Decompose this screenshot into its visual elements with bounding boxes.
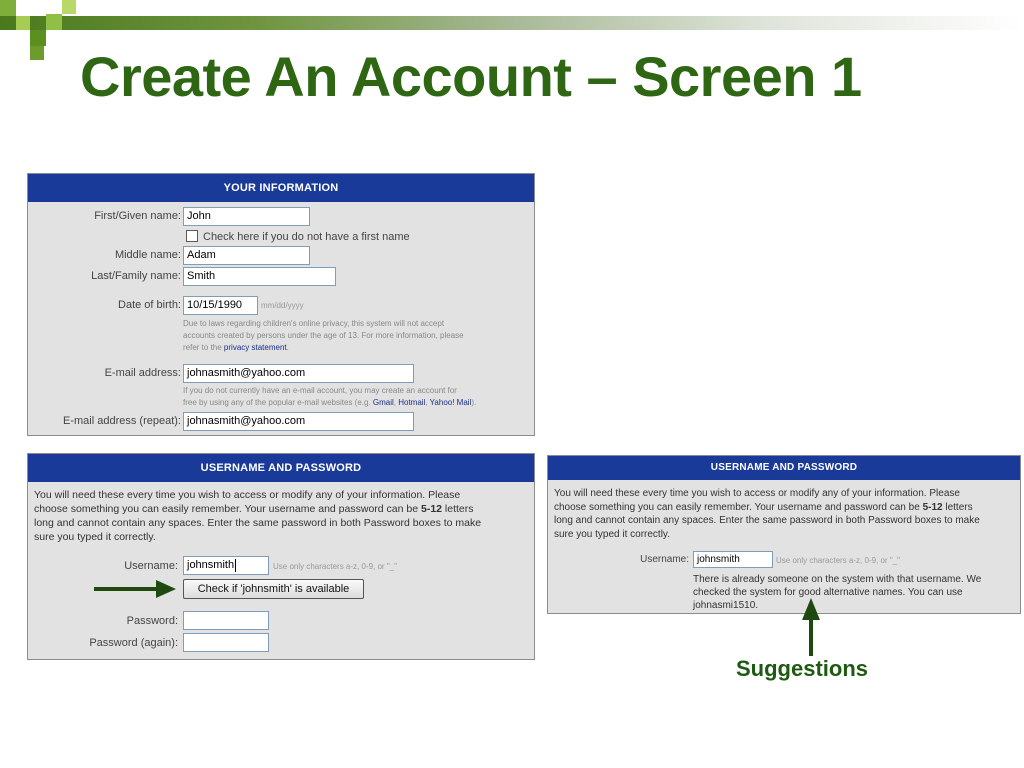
- age-restriction-note: [183, 318, 528, 354]
- instruction-line: sure you typed it correctly.: [34, 531, 156, 543]
- instruction-line: long and cannot contain any spaces. Enter the same password in both Password boxes to make: [34, 517, 482, 529]
- middle-name-input[interactable]: Adam: [183, 246, 310, 265]
- note-line: [183, 342, 528, 354]
- gmail-link[interactable]: Gmail: [372, 398, 394, 407]
- panel-header: USERNAME AND PASSWORD: [548, 456, 1020, 480]
- password-again-input[interactable]: [183, 633, 269, 652]
- logo-square-decoration: [62, 0, 76, 14]
- note-text: .: [286, 343, 289, 352]
- panel-header: YOUR INFORMATION: [28, 174, 534, 202]
- instruction-line: long and cannot contain any spaces. Enter the same password in both Password boxes to make: [554, 515, 980, 526]
- logo-square-decoration: [0, 0, 16, 16]
- username-suggestion-message: [693, 573, 1013, 612]
- no-first-name-checkbox[interactable]: [186, 230, 198, 242]
- instruction-line: [554, 501, 1020, 515]
- panel-header: USERNAME AND PASSWORD: [28, 454, 534, 482]
- first-name-input[interactable]: John: [183, 207, 310, 226]
- logo-square-decoration: [16, 16, 30, 30]
- check-availability-button[interactable]: Check if 'johnsmith' is available: [183, 579, 364, 599]
- length-requirement: 5-12: [420, 503, 442, 515]
- note-line: Due to laws regarding children's online privacy, this system will not accept: [183, 319, 445, 328]
- slide-title: Create An Account – Screen 1: [80, 45, 862, 108]
- username-label: Username:: [640, 554, 689, 565]
- email-label: E-mail address:: [104, 367, 181, 379]
- logo-square-decoration: [30, 46, 44, 60]
- date-of-birth-input[interactable]: 10/15/1990: [183, 296, 258, 315]
- username-input[interactable]: johnsmith: [693, 551, 773, 568]
- note-line: If you do not currently have an e-mail account, you may create an account for: [183, 386, 457, 395]
- length-requirement: 5-12: [922, 501, 943, 513]
- logo-square-decoration: [46, 14, 62, 30]
- instruction-text: letters: [442, 503, 474, 515]
- suggestion-line: There is already someone on the system with that username. We: [693, 574, 982, 585]
- last-name-label: Last/Family name:: [91, 270, 181, 282]
- yahoo-mail-link[interactable]: Yahoo! Mail: [429, 398, 472, 407]
- instruction-line: You will need these every time you wish to access or modify any of your information. Please: [34, 489, 461, 501]
- email-input[interactable]: johnasmith@yahoo.com: [183, 364, 414, 383]
- note-text: ,: [393, 398, 399, 407]
- password-again-label: Password (again):: [89, 637, 178, 649]
- instruction-text: choose something you can easily remember. Your username and password can be: [34, 503, 421, 515]
- username-input[interactable]: [183, 556, 269, 575]
- logo-square-decoration: [30, 30, 46, 46]
- note-text: ).: [471, 398, 477, 407]
- instruction-line: [34, 502, 532, 516]
- date-format-hint: mm/dd/yyyy: [261, 301, 304, 310]
- note-text: refer to the: [183, 343, 224, 352]
- no-first-name-checkbox-label: Check here if you do not have a first name: [203, 231, 410, 243]
- username-value: johnsmith: [187, 559, 235, 571]
- first-name-label: First/Given name:: [94, 210, 181, 222]
- username-instructions: [554, 487, 1020, 541]
- last-name-input[interactable]: Smith: [183, 267, 336, 286]
- email-note: [183, 385, 533, 409]
- username-password-panel: [27, 453, 535, 660]
- note-line: accounts created by persons under the age of 13. For more information, please: [183, 331, 464, 340]
- hotmail-link[interactable]: Hotmail: [398, 398, 426, 407]
- header-gradient-bar: [0, 16, 1024, 30]
- username-result-panel: [547, 455, 1021, 614]
- username-hint: Use only characters a-z, 0-9, or "_": [273, 562, 397, 571]
- username-instructions: [34, 488, 532, 544]
- email-repeat-label: E-mail address (repeat):: [63, 415, 181, 427]
- note-text: ,: [425, 398, 430, 407]
- suggestion-line: johnasmi1510.: [693, 600, 759, 611]
- date-of-birth-label: Date of birth:: [118, 299, 181, 311]
- username-hint: Use only characters a-z, 0-9, or "_": [776, 556, 900, 565]
- instruction-text: letters: [942, 501, 973, 513]
- password-label: Password:: [126, 615, 178, 627]
- instruction-text: choose something you can easily remember. Your username and password can be: [554, 501, 923, 513]
- text-cursor: [235, 559, 236, 572]
- password-input[interactable]: [183, 611, 269, 630]
- instruction-line: You will need these every time you wish to access or modify any of your information. Please: [554, 488, 960, 499]
- email-repeat-input[interactable]: johnasmith@yahoo.com: [183, 412, 414, 431]
- note-line: [183, 397, 533, 409]
- username-label: Username:: [124, 560, 178, 572]
- your-information-panel: [27, 173, 535, 436]
- suggestions-callout: Suggestions: [736, 656, 869, 681]
- suggestion-line: checked the system for good alternative names. You can use: [693, 587, 963, 598]
- privacy-statement-link[interactable]: privacy statement: [223, 343, 287, 352]
- note-text: free by using any of the popular e-mail websites (e.g.: [183, 398, 373, 407]
- instruction-line: sure you typed it correctly.: [554, 528, 670, 540]
- middle-name-label: Middle name:: [114, 249, 181, 261]
